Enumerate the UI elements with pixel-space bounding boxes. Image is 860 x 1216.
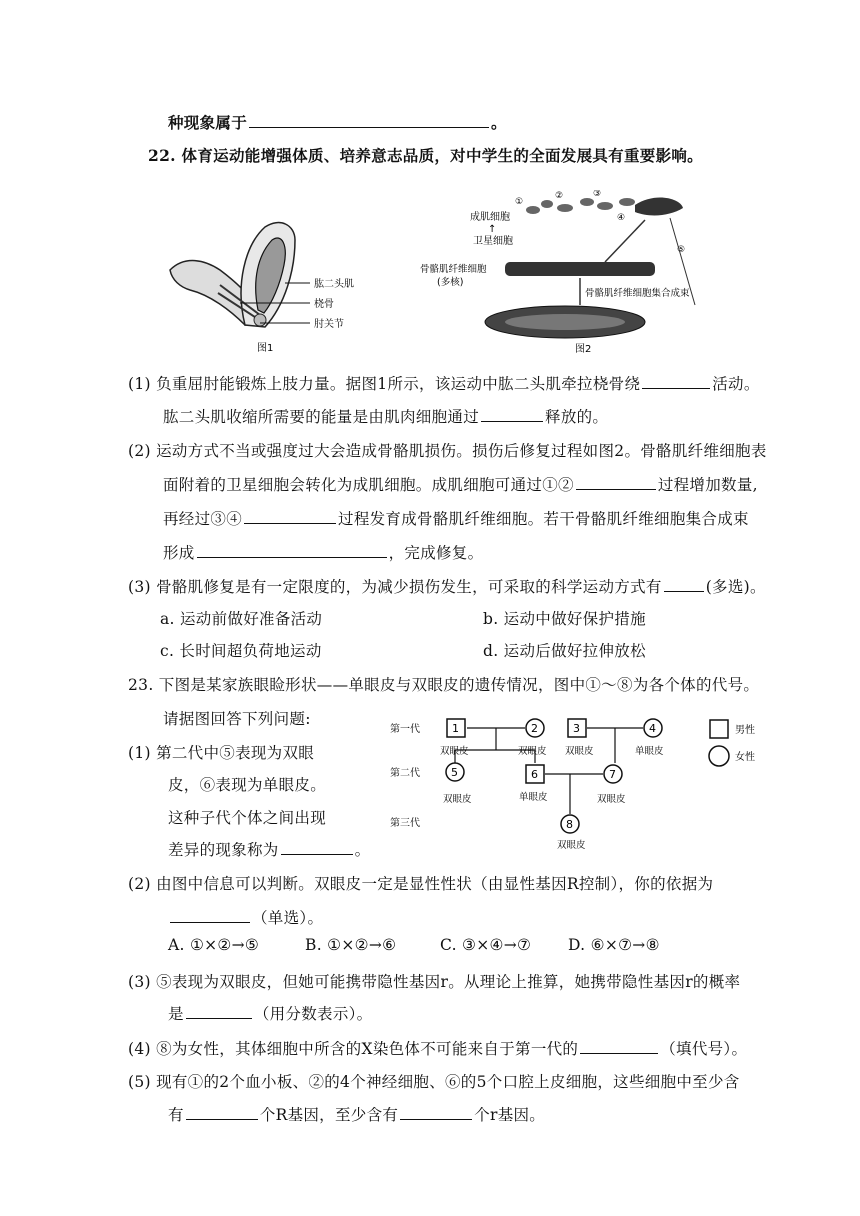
q23-part1-line4: 差异的现象称为 。 xyxy=(168,841,371,859)
individual-1 xyxy=(440,719,469,757)
svg-text:③: ③ xyxy=(593,190,602,199)
option-b: b. 运动中做好保护措施 xyxy=(483,610,646,628)
pedigree-legend xyxy=(709,720,755,766)
q23-part2-line2: （单选）。 xyxy=(168,906,323,928)
answer-blank[interactable] xyxy=(400,1104,472,1120)
svg-text:双眼皮: 双眼皮 xyxy=(443,794,472,805)
q22-part3: (3) 骨骼肌修复是有一定限度的，为减少损伤发生，可采取的科学运动方式有 (多选)。 xyxy=(128,578,766,596)
individual-4 xyxy=(635,719,664,757)
q22-part2-line2: 面附着的卫星细胞会转化为成肌细胞。成肌细胞可通过①② 过程增加数量, xyxy=(163,476,758,494)
svg-text:4: 4 xyxy=(649,722,656,735)
individual-3 xyxy=(565,719,594,757)
svg-text:单眼皮: 单眼皮 xyxy=(635,746,664,757)
svg-text:双眼皮: 双眼皮 xyxy=(518,746,547,757)
fig1-caption: 图1 xyxy=(257,343,274,354)
q23-part1-line2: 皮，⑥表现为单眼皮。 xyxy=(168,776,327,794)
individual-8 xyxy=(557,815,586,851)
q23-option-b: B. ①×②→⑥ xyxy=(305,936,397,954)
q23-part1-line3: 这种子代个体之间出现 xyxy=(168,809,327,827)
q22-title: 22. 体育运动能增强体质、培养意志品质，对中学生的全面发展具有重要影响。 xyxy=(148,146,703,165)
svg-text:①: ① xyxy=(515,197,524,207)
q23-title: 23. 下图是某家族眼睑形状——单眼皮与双眼皮的遗传情况，图中①～⑧为各个体的代号。 xyxy=(128,676,760,694)
answer-blank[interactable] xyxy=(186,1003,252,1019)
fig2-label-multinuclear: (多核) xyxy=(437,277,464,288)
individual-5 xyxy=(443,763,472,805)
answer-blank[interactable] xyxy=(481,406,543,422)
individual-2 xyxy=(518,719,547,757)
answer-blank[interactable] xyxy=(244,508,336,524)
pedigree-chart xyxy=(385,708,775,858)
svg-text:6: 6 xyxy=(531,768,538,781)
q22-part2-line4: 形成 ，完成修复。 xyxy=(163,544,484,562)
previous-question-text: 种现象属于 xyxy=(168,113,248,132)
q22-part2-line1: (2) 运动方式不当或强度过大会造成骨骼肌损伤。损伤后修复过程如图2。骨骼肌纤维细胞表 xyxy=(128,442,767,460)
option-a: a. 运动前做好准备活动 xyxy=(160,610,323,628)
q23-part3-line1: (3) ⑤表现为双眼皮，但她可能携带隐性基因r。从理论上推算，她携带隐性基因r的概率 xyxy=(128,973,741,991)
svg-text:双眼皮: 双眼皮 xyxy=(597,794,626,805)
svg-text:3: 3 xyxy=(573,722,580,735)
muscle-fiber-forming xyxy=(635,198,683,216)
myoblast-cells xyxy=(526,198,635,214)
muscle-fiber-cell xyxy=(505,262,655,276)
q22-part2-line3: 再经过③④ 过程发育成骨骼肌纤维细胞。若干骨骼肌纤维细胞集合成束 xyxy=(163,510,749,528)
individual-7 xyxy=(597,765,626,805)
fig2-label-fiber: 骨骼肌纤维细胞 xyxy=(420,264,487,275)
q23-part3-line2: 是 （用分数表示）。 xyxy=(168,1005,373,1023)
svg-text:双眼皮: 双眼皮 xyxy=(440,746,469,757)
figure-2-repair-diagram xyxy=(415,190,715,360)
fig1-label-elbow: 肘关节 xyxy=(314,319,344,330)
svg-text:双眼皮: 双眼皮 xyxy=(557,840,586,851)
answer-blank[interactable] xyxy=(186,1104,258,1120)
male-symbol-icon xyxy=(710,720,728,738)
option-d: d. 运动后做好拉伸放松 xyxy=(483,642,646,660)
option-c: c. 长时间超负荷地运动 xyxy=(160,642,322,660)
answer-blank[interactable] xyxy=(664,576,704,592)
svg-text:④: ④ xyxy=(617,213,626,223)
q22-part1-line2: 肱二头肌收缩所需要的能量是由肌肉细胞通过 释放的。 xyxy=(163,408,609,426)
fig2-label-satellite: 卫星细胞 xyxy=(473,236,513,247)
q23-option-d: D. ⑥×⑦→⑧ xyxy=(568,936,660,954)
q23-part4: (4) ⑧为女性，其体细胞中所含的X染色体不可能来自于第一代的 （填代号）。 xyxy=(128,1040,748,1058)
svg-text:↑: ↑ xyxy=(488,224,497,235)
generation-2-label: 第二代 xyxy=(390,768,420,779)
generation-1-label: 第一代 xyxy=(390,724,420,735)
svg-text:单眼皮: 单眼皮 xyxy=(519,792,548,803)
svg-text:女性: 女性 xyxy=(735,752,755,763)
fig2-caption: 图2 xyxy=(575,344,592,355)
svg-text:5: 5 xyxy=(451,766,458,779)
svg-text:⑤: ⑤ xyxy=(677,245,686,255)
answer-blank[interactable] xyxy=(281,839,353,855)
svg-text:7: 7 xyxy=(609,768,616,781)
answer-blank[interactable] xyxy=(170,907,250,923)
svg-text:男性: 男性 xyxy=(735,725,755,736)
previous-question-tail: 种现象属于 。 xyxy=(168,113,507,132)
answer-blank[interactable] xyxy=(576,474,656,490)
q22-part1-line1: (1) 负重屈肘能锻炼上肢力量。据图1所示，该运动中肱二头肌牵拉桡骨绕 活动。 xyxy=(128,375,760,393)
fig2-label-myoblast: 成肌细胞 xyxy=(470,212,510,223)
fig1-label-biceps: 肱二头肌 xyxy=(314,279,354,290)
svg-text:②: ② xyxy=(555,191,564,201)
generation-3-label: 第三代 xyxy=(390,818,420,829)
fig1-label-radius: 桡骨 xyxy=(314,299,334,310)
svg-text:8: 8 xyxy=(566,818,573,831)
individual-6 xyxy=(519,765,548,803)
fig2-label-bundle: 骨骼肌纤维细胞集合成束 xyxy=(585,288,690,299)
svg-text:1: 1 xyxy=(452,722,459,735)
q23-part5-line1: (5) 现有①的2个血小板、②的4个神经细胞、⑥的5个口腔上皮细胞，这些细胞中至少含 xyxy=(128,1073,740,1091)
answer-blank[interactable] xyxy=(580,1038,658,1054)
q23-part1-line1: (1) 第二代中⑤表现为双眼 xyxy=(128,744,315,762)
female-symbol-icon xyxy=(709,746,729,766)
svg-text:2: 2 xyxy=(531,722,538,735)
q23-part2-line1: (2) 由图中信息可以判断。双眼皮一定是显性性状（由显性基因R控制），你的依据为 xyxy=(128,875,714,893)
q23-part5-line2: 有 个R基因，至少含有 个r基因。 xyxy=(168,1106,546,1124)
answer-blank[interactable] xyxy=(642,373,710,389)
svg-text:双眼皮: 双眼皮 xyxy=(565,746,594,757)
q23-option-a: A. ①×②→⑤ xyxy=(168,936,260,954)
q23-option-c: C. ③×④→⑦ xyxy=(440,936,532,954)
answer-blank[interactable] xyxy=(197,542,387,558)
figure-1-arm-diagram xyxy=(160,215,390,355)
q23-intro: 请据图回答下列问题: xyxy=(163,710,311,728)
answer-blank[interactable] xyxy=(249,112,489,128)
